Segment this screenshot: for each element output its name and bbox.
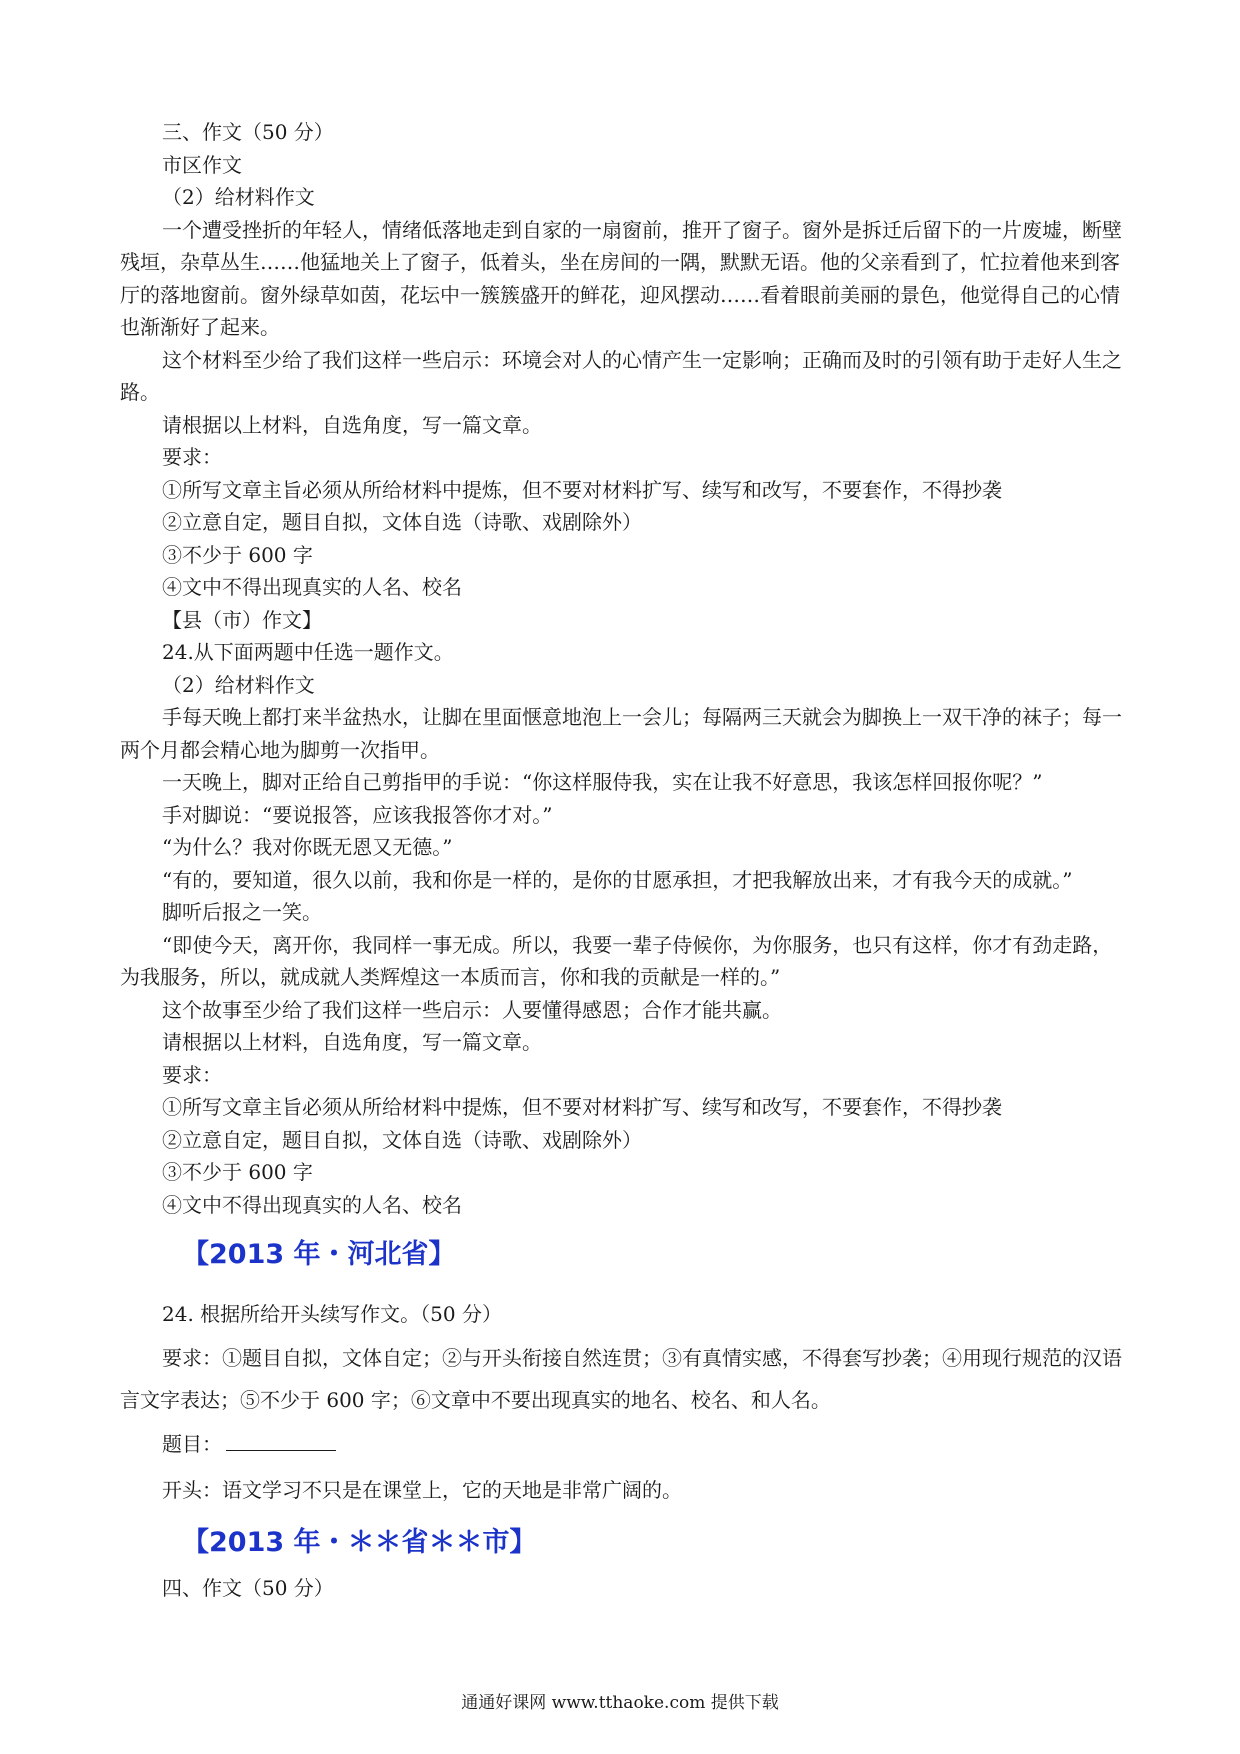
material-paragraph: 一个遭受挫折的年轻人，情绪低落地走到自家的一扇窗前，推开了窗子。窗外是拆迁后留下的一片废墟，断壁残垣，杂草丛生……他猛地关上了窗子，低着头，坐在房间的一隅，默默无语。他的父亲看到了，忙拉着他来到客厅的落地窗前。窗外绿草如茵，花坛中一簇簇盛开的鲜花，迎风摆动……看着眼前美丽的景色，他觉得自己的心情也渐渐好了起来。: [120, 217, 1122, 339]
requirements-label: 要求：: [162, 445, 222, 469]
requirement-4: ④文中不得出现真实的人名、校名: [162, 1192, 462, 1217]
story-paragraph-2: 一天晚上，脚对正给自己剪指甲的手说：“你这样服侍我，实在让我不好意思，我该怎样回报你呢？”: [162, 770, 1043, 794]
question-24: 24.从下面两题中任选一题作文。: [162, 640, 454, 664]
title-label: 题目：: [162, 1432, 222, 1456]
section-heading-hebei: 【2013 年・河北省】: [182, 1239, 456, 1270]
county-heading: 【县（市）作文】: [162, 607, 322, 632]
opening-line: 开头：语文学习不只是在课堂上，它的天地是非常广阔的。: [162, 1478, 682, 1502]
hint-paragraph: 这个材料至少给了我们这样一些启示：环境会对人的心情产生一定影响；正确而及时的引领有助于走好人生之路。: [120, 347, 1122, 404]
question-24-hebei: 24. 根据所给开头续写作文。（50 分）: [162, 1302, 502, 1326]
city-essay-label: 市区作文: [162, 152, 242, 177]
essay-heading-4: 四、作文（50 分）: [162, 1576, 334, 1600]
story-paragraph-4: “为什么？我对你既无恩又无德。”: [162, 835, 453, 859]
story-paragraph-6: 脚听后报之一笑。: [162, 900, 322, 924]
section-heading-city: 【2013 年・＊＊省＊＊市】: [182, 1527, 537, 1558]
title-line: [120, 1421, 1130, 1467]
requirement-3: ③不少于 600 字: [162, 542, 313, 567]
requirement-4: ④文中不得出现真实的人名、校名: [162, 575, 462, 599]
requirement-2: ②立意自定，题目自拟，文体自选（诗歌、戏剧除外）: [162, 510, 642, 534]
hebei-requirements: 要求：①题目自拟，文体自定；②与开头衔接自然连贯；③有真情实感，不得套写抄袭；④用现行规范的汉语言文字表达；⑤不少于 600 字；⑥文章中不要出现真实的地名、校名、和人名。: [120, 1346, 1122, 1412]
story-paragraph-7: “即使今天，离开你，我同样一事无成。所以，我要一辈子侍候你，为你服务，也只有这样，你才有劲走路，为我服务，所以，就成就人类辉煌这一本质而言，你和我的贡献是一样的。”: [120, 932, 1113, 989]
instruction: 请根据以上材料，自选角度，写一篇文章。: [162, 1030, 542, 1054]
requirement-1: ①所写文章主旨必须从所给材料中提炼，但不要对材料扩写、续写和改写，不要套作，不得抄袭: [162, 1095, 1002, 1119]
essay-heading: 三、作文（50 分）: [162, 120, 334, 144]
requirements-label: 要求：: [162, 1062, 222, 1087]
title-blank: [226, 1428, 336, 1451]
page-content: [120, 116, 1130, 1611]
story-hint: 这个故事至少给了我们这样一些启示：人要懂得感恩；合作才能共赢。: [162, 997, 782, 1022]
instruction: 请根据以上材料，自选角度，写一篇文章。: [162, 412, 542, 437]
story-paragraph-3: 手对脚说：“要说报答，应该我报答你才对。”: [162, 802, 553, 827]
story-paragraph-5: “有的，要知道，很久以前，我和你是一样的，是你的甘愿承担，才把我解放出来，才有我今天的成就。”: [162, 867, 1073, 892]
story-paragraph-1: 手每天晚上都打来半盆热水，让脚在里面惬意地泡上一会儿；每隔两三天就会为脚换上一双干净的袜子；每一两个月都会精心地为脚剪一次指甲。: [120, 705, 1122, 762]
requirement-2: ②立意自定，题目自拟，文体自选（诗歌、戏剧除外）: [162, 1127, 642, 1152]
page-footer: 通通好课网 www.tthaoke.com 提供下载: [461, 1693, 779, 1713]
material-title: （2）给材料作文: [162, 185, 315, 209]
material-title: （2）给材料作文: [162, 672, 315, 697]
requirement-1: ①所写文章主旨必须从所给材料中提炼，但不要对材料扩写、续写和改写，不要套作，不得抄袭: [162, 477, 1002, 502]
requirement-3: ③不少于 600 字: [162, 1160, 313, 1184]
